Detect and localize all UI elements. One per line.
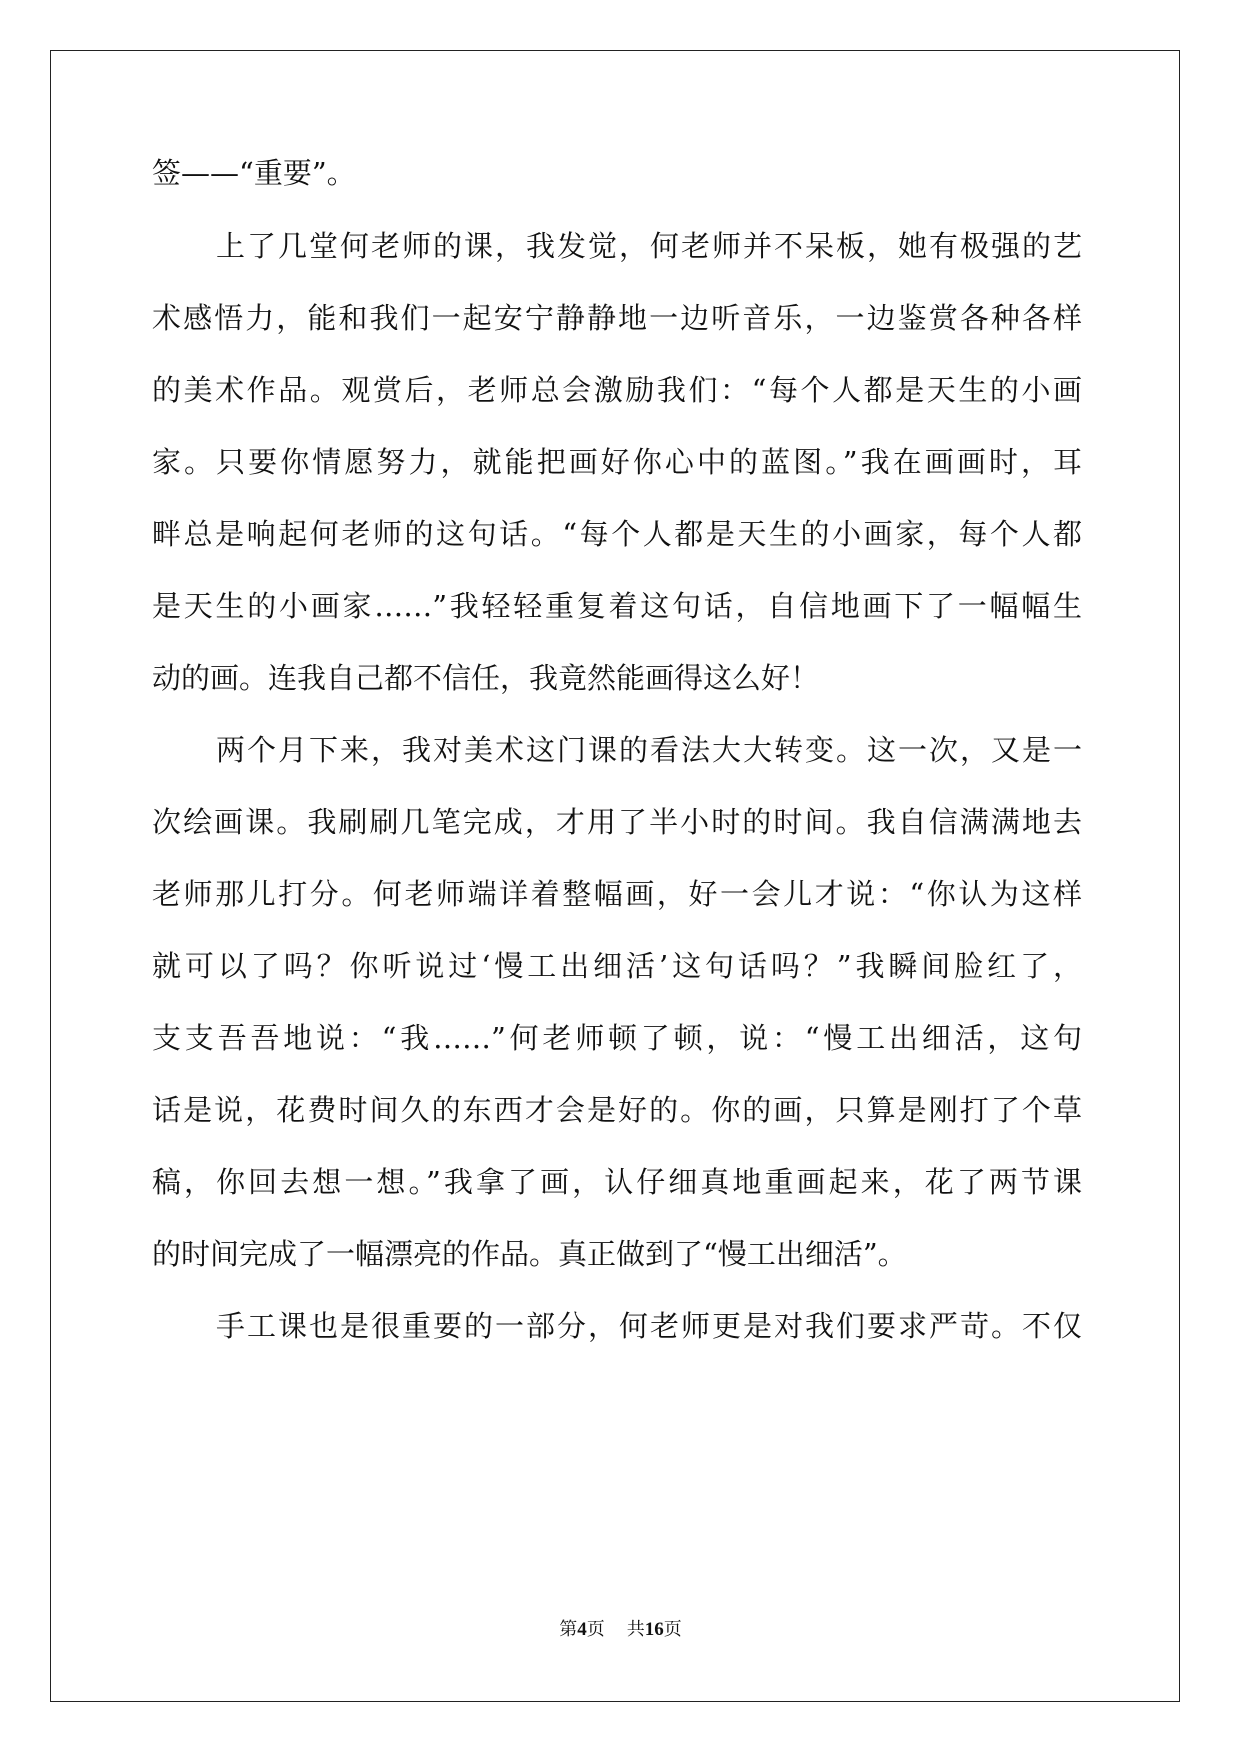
page-footer — [0, 1618, 1241, 1642]
text-line-1: 签——“重要”。 — [152, 156, 356, 190]
text-line-12: 就可以了吗？你听说过‘慢工出细活’这句话吗？”我瞬间脸红了， — [152, 949, 1082, 983]
text-line-7: 是天生的小画家……”我轻轻重复着这句话，自信地画下了一幅幅生 — [152, 589, 1082, 623]
text-line-6: 畔总是响起何老师的这句话。“每个人都是天生的小画家，每个人都 — [152, 517, 1082, 551]
text-line-8: 动的画。连我自己都不信任，我竟然能画得这么好！ — [152, 661, 820, 695]
text-line-9: 两个月下来，我对美术这门课的看法大大转变。这一次，又是一 — [216, 733, 1082, 767]
footer-page-suffix: 页 — [586, 1619, 605, 1640]
text-line-10: 次绘画课。我刷刷几笔完成，才用了半小时的时间。我自信满满地去 — [152, 805, 1082, 839]
total-page-count: 16 — [644, 1619, 664, 1640]
text-line-4: 的美术作品。观赏后，老师总会激励我们：“每个人都是天生的小画 — [152, 373, 1082, 407]
footer-total-prefix: 共 — [626, 1619, 645, 1640]
current-page-number: 4 — [577, 1619, 587, 1640]
text-line-13: 支支吾吾地说：“我……”何老师顿了顿，说：“慢工出细活，这句 — [152, 1021, 1082, 1055]
text-line-11: 老师那儿打分。何老师端详着整幅画，好一会儿才说：“你认为这样 — [152, 877, 1082, 911]
text-line-5: 家。只要你情愿努力，就能把画好你心中的蓝图。”我在画画时，耳 — [152, 445, 1082, 479]
footer-prefix: 第 — [559, 1619, 578, 1640]
text-line-2: 上了几堂何老师的课，我发觉，何老师并不呆板，她有极强的艺 — [216, 229, 1082, 263]
text-line-3: 术感悟力，能和我们一起安宁静静地一边听音乐，一边鉴赏各种各样 — [152, 301, 1082, 335]
text-line-17: 手工课也是很重要的一部分，何老师更是对我们要求严苛。不仅 — [216, 1309, 1082, 1343]
footer-total-suffix: 页 — [663, 1619, 682, 1640]
text-line-15: 稿，你回去想一想。”我拿了画，认仔细真地重画起来，花了两节课 — [152, 1165, 1082, 1199]
text-line-16: 的时间完成了一幅漂亮的作品。真正做到了“慢工出细活”。 — [152, 1237, 907, 1271]
text-line-14: 话是说，花费时间久的东西才会是好的。你的画，只算是刚打了个草 — [152, 1093, 1082, 1127]
